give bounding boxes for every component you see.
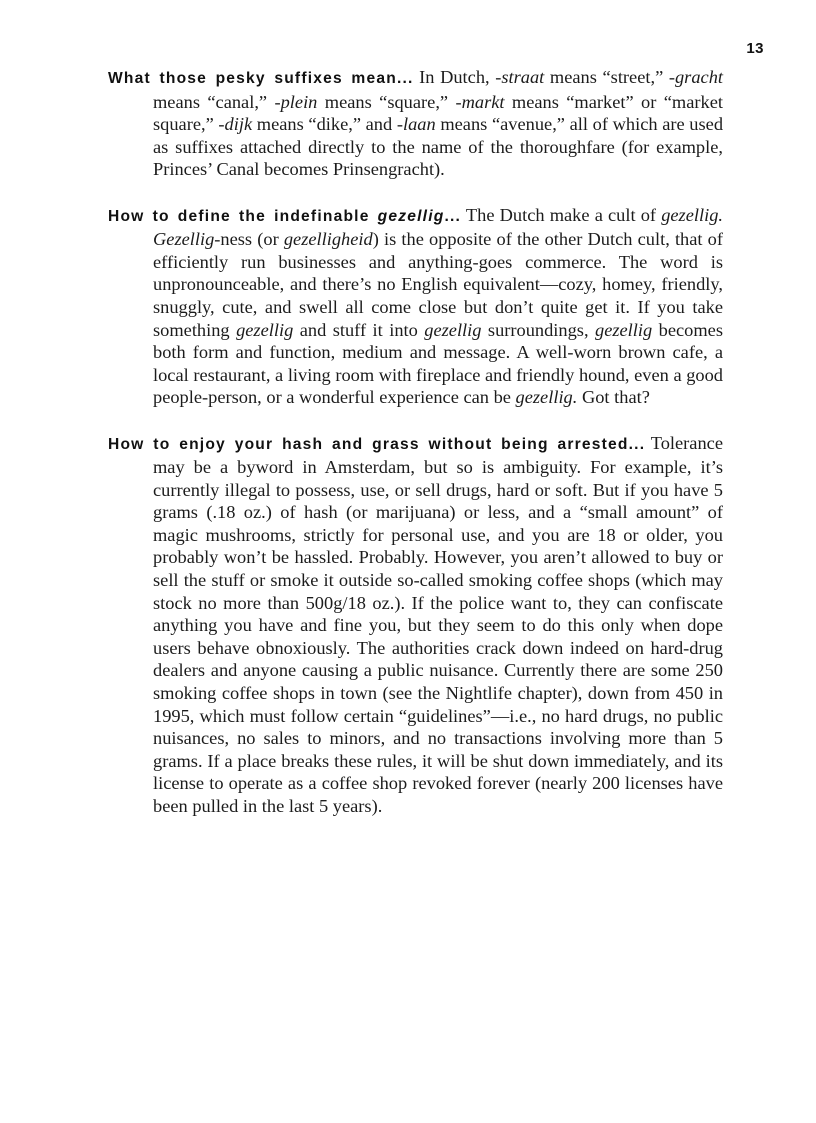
entry-gezellig — [108, 204, 723, 409]
entry-hash-and-grass — [108, 432, 723, 818]
entry-heading: What those pesky suffixes mean... — [108, 70, 414, 87]
page-content — [108, 66, 723, 840]
italic-text: -plein — [274, 91, 318, 112]
entry-suffixes — [108, 66, 723, 181]
body-text: becomes both form and function, medium and message. A well-worn brown cafe, a local restaurant, a living room with fireplace and friendly hound, even a good people-person, or a wonderful experience can be — [153, 319, 723, 408]
body-text: surroundings, — [481, 319, 595, 340]
italic-text: gezellig. — [515, 387, 578, 408]
body-text: ) is the opposite of the other Dutch cult, that of efficiently run businesses and anything-goes commerce. The word is unpronounceable, and there’s no English equivalent—cozy, homey, friendly, snuggly, cute, and swell all come close but don’t quite get it. If you take something — [153, 229, 723, 340]
body-text: means “dike,” and — [252, 114, 397, 135]
body-text: Tolerance may be a byword in Amsterdam, but so is ambiguity. For example, it’s currently illegal to possess, use, or sell drugs, hard or soft. But if you have 5 grams (.18 oz.) of hash (or marijuana) or less, and a “small amount” of magic mushrooms, strictly for personal use, and you are 18 or older, you probably won’t be hassled. Probably. However, you aren’t allowed to buy or sell the stuff or smoke it outside so-called smoking coffee shops (which may stock no more than 500g/18 oz.). If the police want to, they can confiscate anything you have and fine you, but they seem to do this only when dope users behave obnoxiously. The authorities crack down indeed on hard-drug dealers and anyone causing a public nuisance. Currently there are some 250 smoking coffee shops in town (see the Nightlife chapter), down from 450 in 1995, which must follow certain “guidelines”—i.e., no hard drugs, no public nuisances, no sales to minors, and no transactions involving more than 5 grams. If a place breaks these rules, it will be shut down immediately, and its license to operate as a coffee shop revoked forever (nearly 200 licenses have been pulled in the last 5 years). — [153, 432, 723, 816]
entry-body — [153, 433, 723, 817]
entry-heading: How to enjoy your hash and grass without being arrested... — [108, 435, 646, 453]
body-text: and stuff it into — [293, 319, 425, 340]
italic-text: -markt — [455, 91, 505, 112]
body-text: means “canal,” — [153, 91, 275, 112]
body-text: -ness (or — [214, 229, 284, 250]
italic-text: gezellig — [236, 319, 294, 340]
page-number: 13 — [746, 40, 764, 57]
italic-text: -laan — [396, 114, 436, 135]
italic-text: -dijk — [218, 114, 253, 135]
body-text: means “market” or “market square,” — [153, 91, 723, 135]
italic-text: gezelligheid — [283, 229, 373, 250]
italic-text: gezellig. — [661, 204, 723, 225]
italic-text: gezellig — [595, 319, 653, 340]
body-text: Got that? — [577, 387, 650, 408]
body-text: The Dutch make a cult of — [461, 204, 662, 225]
italic-text: gezellig — [424, 319, 482, 340]
body-text: means “street,” — [544, 67, 669, 87]
italic-text: Gezellig — [153, 229, 215, 250]
italic-text: -gracht — [668, 67, 723, 87]
entry-body — [153, 205, 723, 408]
body-text: means “square,” — [317, 91, 456, 112]
italic-text: -straat — [495, 67, 545, 87]
body-text: In Dutch, — [413, 67, 496, 87]
entry-heading: How to define the indefinable gezellig... — [108, 207, 462, 225]
body-text: means “avenue,” all of which are used as suffixes attached directly to the name of the thoroughfare (for example, Princes’ Canal becomes Prinsengracht). — [153, 114, 724, 180]
